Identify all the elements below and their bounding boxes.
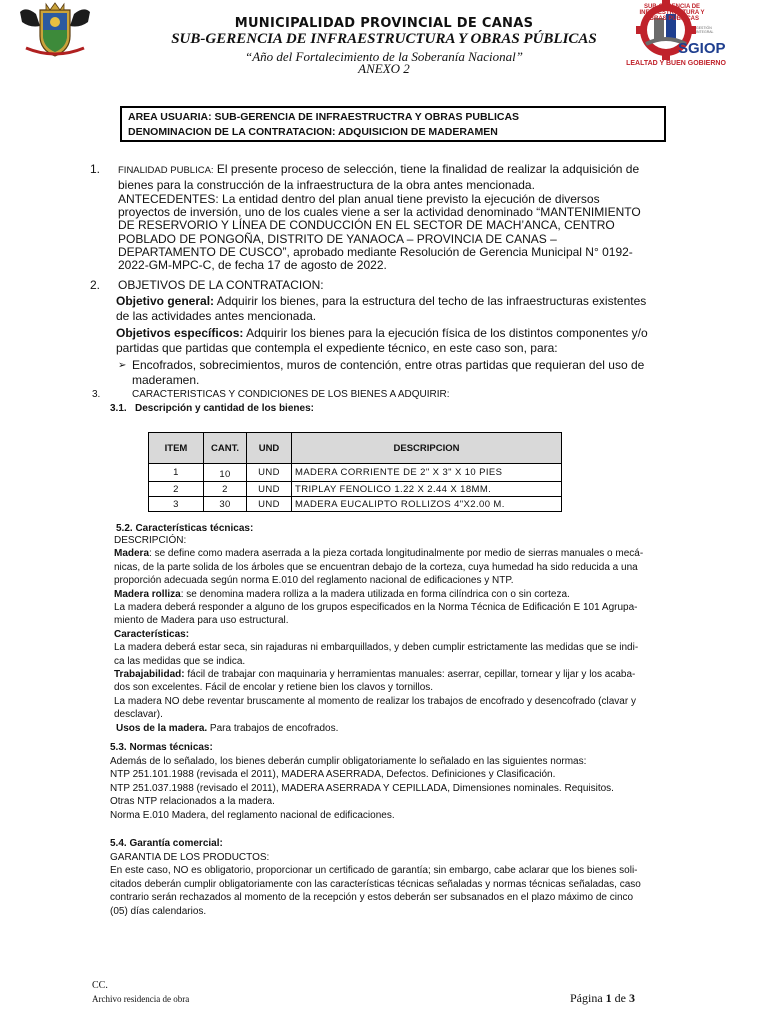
- s2-especificos-line-1: [116, 326, 648, 341]
- s53-line: NTP 251.101.1988 (revisada el 2011), MADERA ASERRADA, Defectos. Definiciones y Clasificación.: [110, 769, 556, 781]
- header-subgerencia: SUB-GERENCIA DE INFRAESTRUCTURA Y OBRAS PÚBLICAS: [171, 31, 597, 47]
- footer-cc: CC.: [92, 980, 108, 991]
- page-current: 1: [605, 991, 612, 1005]
- s52-seca-1: La madera deberá estar seca, sin rajaduras ni embarquillados, y deben cumplir estrictamente las medidas que se indi-: [114, 642, 639, 654]
- s2-especificos-label: Objetivos específicos:: [116, 326, 244, 340]
- madera-text: : se define como madera aserrada a la pieza cortada longitudinalmente por medio de sierras manuales o mecá-: [149, 548, 644, 560]
- s53-body: [110, 755, 710, 822]
- madera-label: Madera: [114, 548, 150, 560]
- s53-line: Además de lo señalado, los bienes deberán cumplir obligatoriamente lo señalado en las siguientes normas:: [110, 756, 587, 767]
- ant-line: POBLADO DE PONGOÑA, DISTRITO DE YANAOCA – PROVINCIA DE CANAS –: [118, 231, 557, 246]
- contract-info-box: [120, 106, 666, 142]
- ant-line: 2022-GM-MPC-C, de fecha 17 de agosto de 2022.: [118, 258, 387, 273]
- s2-number: 2.: [90, 278, 101, 292]
- items-table: [148, 432, 562, 512]
- logo-ring-text: SUB-GERENCIA DE INFRAESTRUCTURA Y OBRAS PÚBLICAS: [639, 4, 705, 22]
- col-cant: CANT.: [204, 433, 247, 464]
- s52-trab-2: dos son excelentes. Fácil de encolar y retiene bien los clavos y tornillos.: [114, 682, 434, 694]
- col-descripcion: DESCRIPCION: [292, 433, 562, 464]
- s2-title: OBJETIVOS DE LA CONTRATACION:: [118, 278, 324, 292]
- s3-number: 3.: [92, 389, 101, 400]
- rolliza-label: Madera rolliza: [114, 588, 181, 600]
- area-usuaria: AREA USUARIA: SUB-GERENCIA DE INFRAESTRUCTRA Y OBRAS PUBLICAS: [128, 111, 520, 123]
- logo-motto: LEALTAD Y BUEN GOBIERNO: [626, 60, 726, 67]
- col-und: UND: [247, 433, 292, 464]
- s1-antecedentes: [118, 193, 698, 272]
- footer-page-number: [570, 991, 635, 1006]
- logo-small-text: GESTIÓN INTEGRAL: [696, 26, 714, 34]
- cell-cant: 30: [204, 497, 247, 512]
- s52-responder-2: miento de Madera para uso estructural.: [114, 615, 289, 627]
- s2-general-label: Objetivo general:: [116, 294, 215, 308]
- cell-und: UND: [247, 482, 292, 497]
- ant-line: DE RESERVORIO Y LÍNEA DE CONDUCCIÓN EN EL SECTOR DE MACH’ANCA, CENTRO: [118, 218, 615, 233]
- s1-text-a: El presente proceso de selección, tiene la finalidad de realizar la adquisición de: [213, 162, 640, 176]
- cell-cant: 10: [204, 464, 247, 482]
- bullet-arrow-icon: ➢: [118, 360, 127, 371]
- table-row: [149, 482, 562, 497]
- s3-subtitle: 3.1. Descripción y cantidad de los bienes:: [110, 403, 314, 414]
- cell-item: 2: [149, 482, 204, 497]
- s2-especificos-line-2: partidas que partidas que contempla el expediente técnico, en este caso son, para:: [116, 341, 558, 355]
- cell-item: 3: [149, 497, 204, 512]
- s54-sub: GARANTIA DE LOS PRODUCTOS:: [110, 852, 270, 863]
- bullet-line-1: Encofrados, sobrecimientos, muros de contención, entre otras partidas que requieran del uso de: [132, 358, 645, 372]
- s52-desc: DESCRIPCIÓN:: [114, 535, 187, 546]
- table-row: [149, 497, 562, 512]
- s54-line: (05) días calendarios.: [110, 905, 207, 917]
- trab-label: Trabajabilidad:: [114, 669, 185, 681]
- s54-line: contrario serán rechazados al momento de la recepción y estos deberán ser subsanados en el plazo máximo de cinco: [110, 892, 634, 904]
- s52-reventar-1: La madera NO debe reventar bruscamente al momento de realizar los trabajos de encofrado y desencofrado (clavar y: [114, 695, 636, 707]
- cell-und: UND: [247, 497, 292, 512]
- s53-line: Otras NTP relacionados a la madera.: [110, 796, 275, 808]
- s52-body: [114, 534, 704, 735]
- s2-general-line-1: [116, 294, 646, 309]
- s52-trab-1: [114, 668, 704, 681]
- s52-rolliza: [114, 588, 704, 601]
- usos-text: Para trabajos de encofrados.: [207, 722, 339, 734]
- s52-reventar-2: desclavar).: [114, 709, 163, 721]
- cell-descripcion: MADERA CORRIENTE DE 2" X 3" X 10 PIES: [292, 464, 562, 482]
- s2-general-text: Adquirir los bienes, para la estructura del techo de las infraestructuras existentes: [214, 294, 647, 308]
- trab-text: fácil de trabajar con maquinaria y herramientas manuales: aserrar, cepillar, tornear y lijar y los acaba-: [184, 669, 636, 681]
- s52-caract-label: Características:: [114, 628, 190, 640]
- ant-line: ANTECEDENTES: La entidad dentro del plan anual tiene previsto la ejecución de diversos: [118, 192, 600, 206]
- s52-responder-1: La madera deberá responder a alguno de los grupos especificados en la Norma Técnica de Edificación E 101 Agrupa-: [114, 602, 638, 614]
- cell-descripcion: MADERA EUCALIPTO ROLLIZOS 4"X2.00 M.: [292, 497, 562, 512]
- usos-label: Usos de la madera.: [116, 722, 208, 734]
- s1-label: FINALIDAD PUBLICA:: [118, 165, 214, 176]
- header-year-motto: “Año del Fortalecimiento de la Soberanía Nacional”: [244, 49, 524, 64]
- cell-und: UND: [247, 464, 292, 482]
- s53-title: 5.3. Normas técnicas:: [110, 742, 213, 753]
- bullet-line-2: maderamen.: [132, 373, 200, 387]
- s54-title: 5.4. Garantía comercial:: [110, 838, 223, 849]
- table-header-row: [149, 433, 562, 464]
- page-of: de: [614, 991, 626, 1005]
- cell-item: 1: [149, 464, 204, 482]
- s52-title: 5.2. Características técnicas:: [116, 523, 254, 534]
- ant-line: proyectos de inversión, uno de los cuales viene a ser la actividad denominado “MANTENIMIENTO: [118, 205, 641, 220]
- s54-line: citados deberán cumplir obligatoriamente con las características técnicas señaladas y normas técnicas señaladas, caso: [110, 878, 641, 890]
- s2-especificos-text: Adquirir los bienes para la ejecución física de los distintos componentes y/o: [243, 326, 648, 340]
- logo-sgiop-text: SGIOP: [678, 40, 726, 57]
- page-total: 3: [629, 991, 635, 1005]
- s52-usos: [114, 722, 704, 735]
- denominacion: DENOMINACION DE LA CONTRATACION: ADQUISICION DE MADERAMEN: [128, 126, 498, 138]
- s54-line: En este caso, NO es obligatorio, proporcionar un certificado de garantía; sin embargo, cabe aclarar que los bienes soli-: [110, 865, 638, 877]
- header-municipality: MUNICIPALIDAD PROVINCIAL DE CANAS: [234, 16, 534, 31]
- s54-body: [110, 851, 710, 918]
- ant-line: DEPARTAMENTO DE CUSCO”, aprobado mediante Resolución de Gerencia Municipal N° 0192-: [118, 244, 633, 259]
- header-annex: ANEXO 2: [358, 61, 410, 76]
- col-item: ITEM: [149, 433, 204, 464]
- s2-general-line-2: de las actividades antes mencionada.: [116, 309, 317, 323]
- s1-number: 1.: [90, 162, 101, 176]
- page-label: Página: [570, 991, 603, 1005]
- cell-descripcion: TRIPLAY FENOLICO 1.22 X 2.44 X 18MM.: [292, 482, 562, 497]
- s53-line: Norma E.010 Madera, del reglamento nacional de edificaciones.: [110, 809, 395, 821]
- s1-line-2: bienes para la construcción de la infraestructura de la obra antes mencionada.: [118, 178, 535, 192]
- cell-cant: 2: [204, 482, 247, 497]
- s3-title: CARACTERISTICAS Y CONDICIONES DE LOS BIENES A ADQUIRIR:: [132, 389, 450, 400]
- rolliza-text: : se denomina madera rolliza a la madera utilizada en forma cilíndrica con o sin corteza.: [180, 588, 570, 600]
- s52-madera-3: proporción adecuada según norma E.010 del reglamento nacional de edificaciones y NTP.: [114, 575, 514, 587]
- footer-archivo: Archivo residencia de obra: [92, 994, 190, 1004]
- s1-line-1: [118, 162, 698, 178]
- s52-seca-2: ca las medidas que se indica.: [114, 655, 246, 667]
- s53-line: NTP 251.037.1988 (revisado el 2011), MADERA ASERRADA Y CEPILLADA, Dimensiones nominales. Requisitos.: [110, 782, 614, 794]
- s52-madera-1: [114, 547, 704, 560]
- s52-madera-2: nicas, de la parte solida de los árboles que se encuentran debajo de la corteza, cuya humedad ha sido reducida a una: [114, 561, 638, 573]
- table-row: [149, 464, 562, 482]
